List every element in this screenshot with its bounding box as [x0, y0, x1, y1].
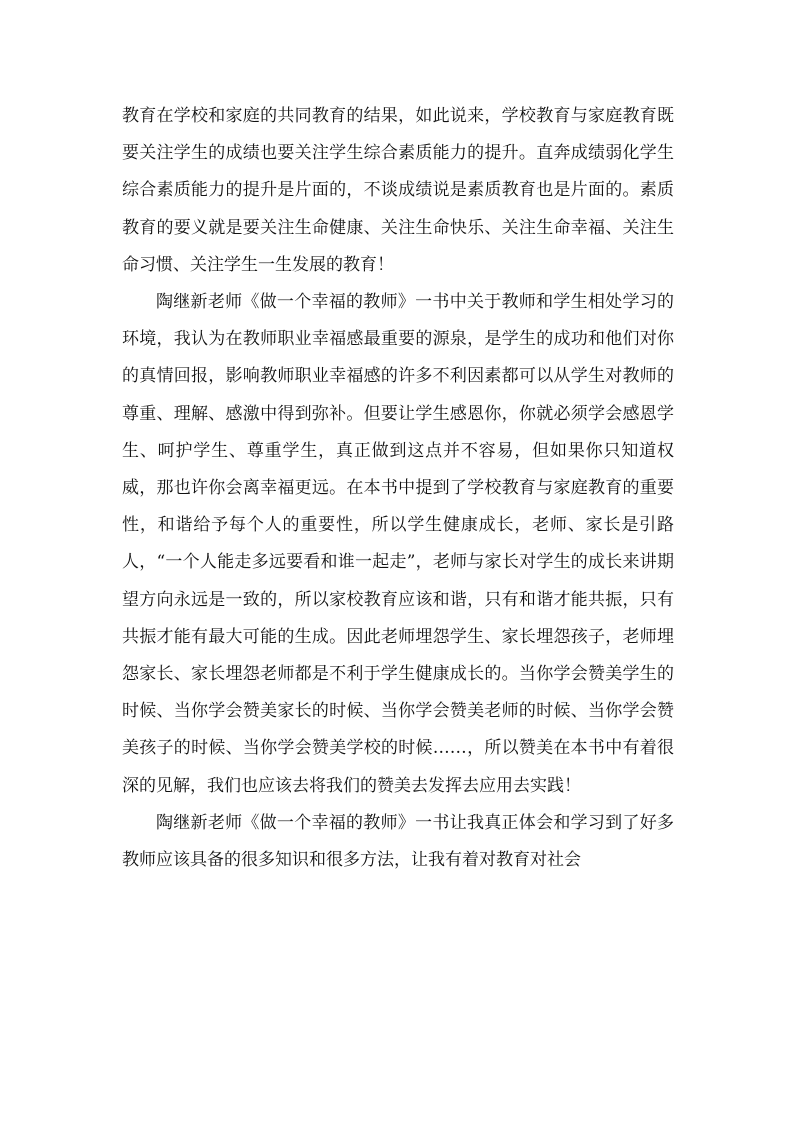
- paragraph-2: 陶继新老师《做一个幸福的教师》一书中关于教师和学生相处学习的环境，我认为在教师职业幸福感最重要的源泉，是学生的成功和他们对你的真情回报，影响教师职业幸福感的许多不利因素都可以从学生对教师的尊重、理解、感激中得到弥补。但要让学生感恩你，你就必须学会感恩学生、呵护学生、尊重学生，真正做到这点并不容易，但如果你只知道权威，那也许你会离幸福更远。在本书中提到了学校教育与家庭教育的重要性，和谐给予每个人的重要性，所以学生健康成长，老师、家长是引路人，“一个人能走多远要看和谁一起走”，老师与家长对学生的成长来讲期望方向永远是一致的，所以家校教育应该和谐，只有和谐才能共振，只有共振才能有最大可能的生成。因此老师埋怨学生、家长埋怨孩子，老师埋怨家长、家长埋怨老师都是不利于学生健康成长的。当你学会赞美学生的时候、当你学会赞美家长的时候、当你学会赞美老师的时候、当你学会赞美孩子的时候、当你学会赞美学校的时候……，所以赞美在本书中有着很深的见解，我们也应该去将我们的赞美去发挥去应用去实践！: [122, 292, 674, 796]
- document-page: [122, 98, 674, 879]
- paragraph-1: 教育在学校和家庭的共同教育的结果，如此说来，学校教育与家庭教育既要关注学生的成绩也要关注学生综合素质能力的提升。直奔成绩弱化学生综合素质能力的提升是片面的，不谈成绩说是素质教育也是片面的。素质教育的要义就是要关注生命健康、关注生命快乐、关注生命幸福、关注生命习惯、关注学生一生发展的教育！: [122, 106, 674, 275]
- paragraph-3: 陶继新老师《做一个幸福的教师》一书让我真正体会和学习到了好多教师应该具备的很多知识和很多方法，让我有着对教育对社会: [122, 812, 674, 871]
